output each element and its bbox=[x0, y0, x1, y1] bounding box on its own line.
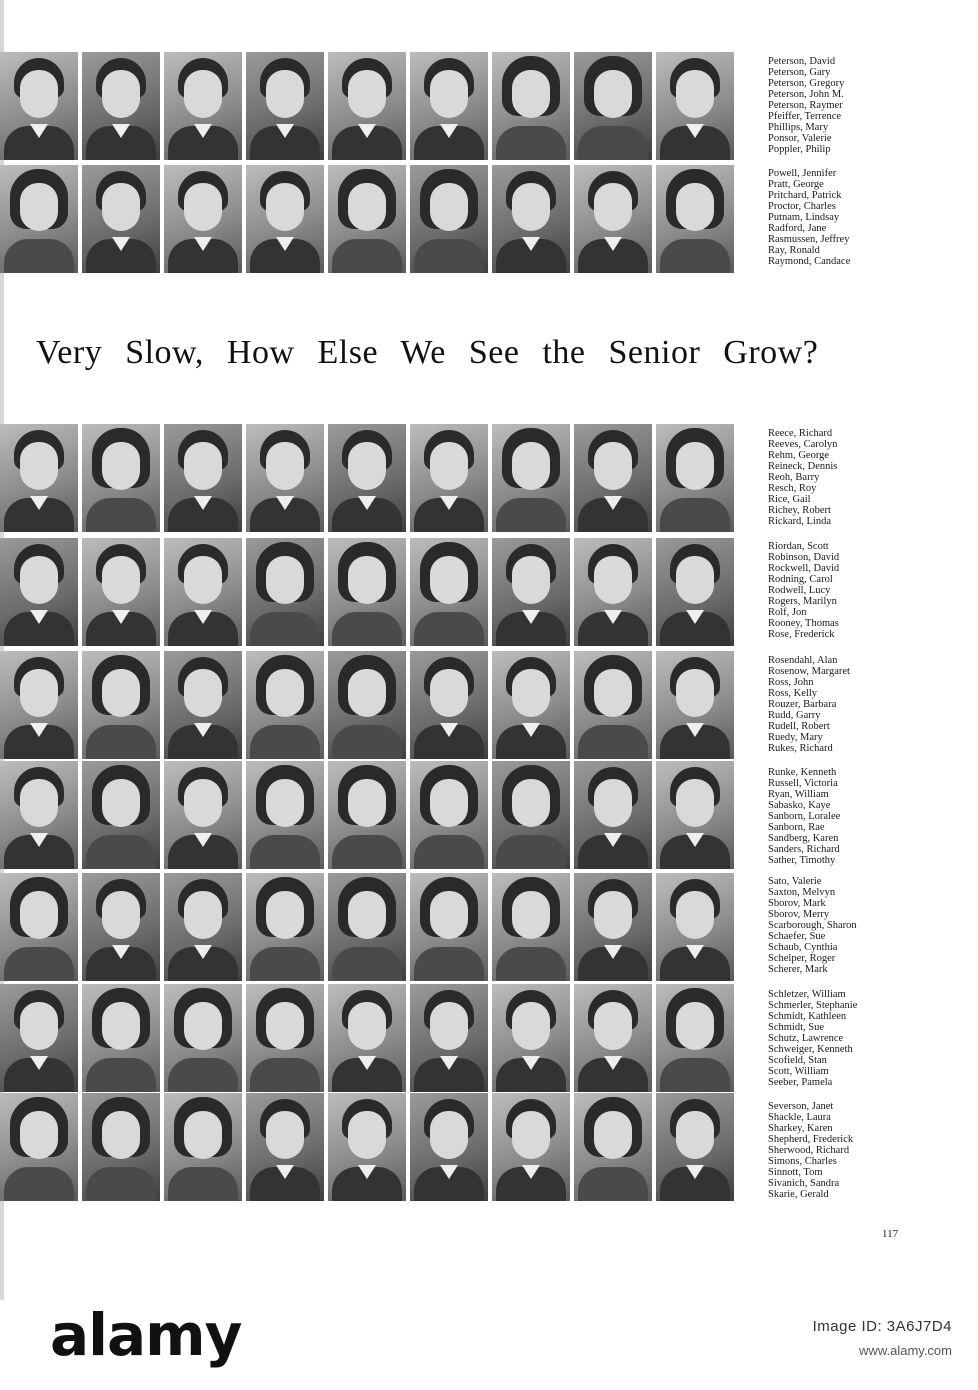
name-list bbox=[768, 655, 850, 754]
name-list bbox=[768, 168, 850, 267]
student-name: Shepherd, Frederick bbox=[768, 1134, 854, 1145]
student-name: Schmerler, Stephanie bbox=[768, 1000, 858, 1011]
student-name: Severson, Janet bbox=[768, 1101, 834, 1112]
portrait bbox=[246, 424, 324, 532]
student-name: Ruedy, Mary bbox=[768, 732, 823, 743]
portrait bbox=[656, 538, 734, 646]
student-name: Pfeiffer, Terrence bbox=[768, 111, 842, 122]
student-name: Schletzer, William bbox=[768, 989, 846, 1000]
portrait bbox=[328, 761, 406, 869]
portrait bbox=[410, 873, 488, 981]
portrait bbox=[82, 52, 160, 160]
student-name: Rogers, Marilyn bbox=[768, 596, 837, 607]
student-name: Richey, Robert bbox=[768, 505, 831, 516]
portrait bbox=[82, 761, 160, 869]
student-name: Powell, Jennifer bbox=[768, 168, 837, 179]
portrait bbox=[0, 165, 78, 273]
student-name: Reoh, Barry bbox=[768, 472, 820, 483]
student-name: Phillips, Mary bbox=[768, 122, 829, 133]
student-name: Scott, William bbox=[768, 1066, 829, 1077]
portrait bbox=[246, 52, 324, 160]
portrait-row bbox=[0, 761, 734, 869]
portrait bbox=[82, 424, 160, 532]
portrait bbox=[492, 424, 570, 532]
student-name: Rickard, Linda bbox=[768, 516, 831, 527]
portrait bbox=[246, 165, 324, 273]
portrait bbox=[656, 165, 734, 273]
name-list bbox=[768, 428, 837, 527]
image-id-label: Image ID: 3A6J7D4 bbox=[812, 1318, 952, 1335]
student-name: Rukes, Richard bbox=[768, 743, 833, 754]
student-name: Peterson, David bbox=[768, 56, 836, 67]
portrait-row bbox=[0, 52, 734, 160]
student-name: Rosendahl, Alan bbox=[768, 655, 838, 666]
student-name: Peterson, Gregory bbox=[768, 78, 845, 89]
portrait bbox=[492, 873, 570, 981]
student-name: Schelper, Roger bbox=[768, 953, 836, 964]
student-name: Schaefer, Sue bbox=[768, 931, 826, 942]
portrait bbox=[164, 873, 242, 981]
student-name: Scofield, Stan bbox=[768, 1055, 827, 1066]
student-name: Putnam, Lindsay bbox=[768, 212, 840, 223]
portrait bbox=[328, 651, 406, 759]
portrait bbox=[656, 52, 734, 160]
portrait bbox=[328, 165, 406, 273]
portrait bbox=[82, 984, 160, 1092]
student-name: Sborov, Merry bbox=[768, 909, 830, 920]
portrait bbox=[492, 165, 570, 273]
portrait bbox=[574, 1093, 652, 1201]
portrait bbox=[492, 984, 570, 1092]
portrait bbox=[164, 651, 242, 759]
student-name: Rooney, Thomas bbox=[768, 618, 839, 629]
student-name: Simons, Charles bbox=[768, 1156, 837, 1167]
portrait bbox=[656, 761, 734, 869]
portrait bbox=[246, 761, 324, 869]
student-name: Rosenow, Margaret bbox=[768, 666, 850, 677]
portrait bbox=[328, 1093, 406, 1201]
student-name: Ryan, William bbox=[768, 789, 829, 800]
portrait bbox=[574, 984, 652, 1092]
portrait bbox=[410, 52, 488, 160]
portrait bbox=[82, 1093, 160, 1201]
student-name: Sivanich, Sandra bbox=[768, 1178, 840, 1189]
student-name: Sanders, Richard bbox=[768, 844, 840, 855]
name-list bbox=[768, 876, 857, 975]
portrait bbox=[0, 984, 78, 1092]
portrait bbox=[574, 651, 652, 759]
portrait bbox=[410, 165, 488, 273]
student-name: Ponsor, Valerie bbox=[768, 133, 832, 144]
student-name: Rolf, Jon bbox=[768, 607, 807, 618]
student-name: Shackle, Laura bbox=[768, 1112, 831, 1123]
student-name: Peterson, Raymer bbox=[768, 100, 843, 111]
student-name: Ross, John bbox=[768, 677, 814, 688]
portrait-row bbox=[0, 538, 734, 646]
student-name: Reineck, Dennis bbox=[768, 461, 838, 472]
portrait bbox=[82, 165, 160, 273]
student-name: Sato, Valerie bbox=[768, 876, 822, 887]
student-name: Sather, Timothy bbox=[768, 855, 836, 866]
portrait bbox=[164, 538, 242, 646]
student-name: Riordan, Scott bbox=[768, 541, 829, 552]
student-name: Peterson, John M. bbox=[768, 89, 844, 100]
watermark-url: www.alamy.com bbox=[859, 1343, 952, 1358]
portrait bbox=[0, 424, 78, 532]
portrait bbox=[82, 873, 160, 981]
portrait bbox=[492, 651, 570, 759]
name-list bbox=[768, 56, 844, 155]
name-list bbox=[768, 541, 839, 640]
page-number: 117 bbox=[882, 1228, 899, 1240]
name-list bbox=[768, 1101, 853, 1200]
student-name: Schutz, Lawrence bbox=[768, 1033, 844, 1044]
student-name: Sborov, Mark bbox=[768, 898, 826, 909]
student-name: Sabasko, Kaye bbox=[768, 800, 831, 811]
portrait bbox=[656, 984, 734, 1092]
student-name: Rudell, Robert bbox=[768, 721, 830, 732]
watermark-info bbox=[813, 1318, 952, 1358]
student-name: Pratt, George bbox=[768, 179, 824, 190]
student-name: Scherer, Mark bbox=[768, 964, 828, 975]
portrait bbox=[246, 1093, 324, 1201]
student-name: Rose, Frederick bbox=[768, 629, 835, 640]
portrait bbox=[0, 538, 78, 646]
portrait bbox=[574, 52, 652, 160]
portrait bbox=[82, 538, 160, 646]
student-name: Robinson, David bbox=[768, 552, 840, 563]
portrait bbox=[492, 761, 570, 869]
portrait bbox=[656, 1093, 734, 1201]
student-name: Saxton, Melvyn bbox=[768, 887, 836, 898]
portrait-row bbox=[0, 873, 734, 981]
portrait bbox=[410, 1093, 488, 1201]
portrait bbox=[0, 761, 78, 869]
portrait-row bbox=[0, 1093, 734, 1201]
student-name: Poppler, Philip bbox=[768, 144, 831, 155]
student-name: Sanborn, Rae bbox=[768, 822, 825, 833]
student-name: Schmidt, Kathleen bbox=[768, 1011, 847, 1022]
portrait bbox=[574, 165, 652, 273]
portrait bbox=[410, 424, 488, 532]
student-name: Seeber, Pamela bbox=[768, 1077, 833, 1088]
portrait bbox=[0, 1093, 78, 1201]
student-name: Ross, Kelly bbox=[768, 688, 818, 699]
portrait bbox=[164, 1093, 242, 1201]
portrait bbox=[328, 424, 406, 532]
portrait bbox=[410, 538, 488, 646]
portrait bbox=[656, 424, 734, 532]
page-heading: Very Slow, How Else We See the Senior Grow? bbox=[36, 334, 819, 371]
portrait bbox=[492, 1093, 570, 1201]
student-name: Sanborn, Loralee bbox=[768, 811, 841, 822]
student-name: Rodning, Carol bbox=[768, 574, 833, 585]
portrait bbox=[246, 538, 324, 646]
student-name: Rehm, George bbox=[768, 450, 830, 461]
portrait bbox=[328, 538, 406, 646]
portrait bbox=[164, 761, 242, 869]
student-name: Resch, Roy bbox=[768, 483, 817, 494]
portrait bbox=[328, 873, 406, 981]
portrait bbox=[328, 52, 406, 160]
student-name: Sharkey, Karen bbox=[768, 1123, 833, 1134]
student-name: Raymond, Candace bbox=[768, 256, 851, 267]
portrait-row bbox=[0, 651, 734, 759]
portrait bbox=[246, 984, 324, 1092]
student-name: Sinnott, Tom bbox=[768, 1167, 823, 1178]
student-name: Rodwell, Lucy bbox=[768, 585, 831, 596]
portrait bbox=[164, 424, 242, 532]
student-name: Pritchard, Patrick bbox=[768, 190, 842, 201]
student-name: Runke, Kenneth bbox=[768, 767, 837, 778]
student-name: Schmidt, Sue bbox=[768, 1022, 825, 1033]
name-list bbox=[768, 989, 857, 1088]
portrait bbox=[574, 873, 652, 981]
student-name: Rouzer, Barbara bbox=[768, 699, 837, 710]
watermark-logo: alamy bbox=[50, 1301, 242, 1369]
student-name: Rice, Gail bbox=[768, 494, 811, 505]
student-name: Schaub, Cynthia bbox=[768, 942, 838, 953]
student-name: Scarborough, Sharon bbox=[768, 920, 857, 931]
portrait bbox=[492, 538, 570, 646]
portrait bbox=[492, 52, 570, 160]
student-name: Sherwood, Richard bbox=[768, 1145, 850, 1156]
student-name: Skarie, Gerald bbox=[768, 1189, 829, 1200]
portrait-row bbox=[0, 424, 734, 532]
portrait bbox=[656, 651, 734, 759]
portrait bbox=[0, 873, 78, 981]
student-name: Ray, Ronald bbox=[768, 245, 820, 256]
portrait bbox=[0, 651, 78, 759]
portrait bbox=[246, 651, 324, 759]
portrait bbox=[574, 761, 652, 869]
student-name: Reeves, Carolyn bbox=[768, 439, 838, 450]
student-name: Russell, Victoria bbox=[768, 778, 838, 789]
student-name: Rasmussen, Jeffrey bbox=[768, 234, 850, 245]
portrait bbox=[574, 538, 652, 646]
portrait bbox=[328, 984, 406, 1092]
portrait bbox=[164, 52, 242, 160]
student-name: Schweiger, Kenneth bbox=[768, 1044, 853, 1055]
portrait bbox=[0, 52, 78, 160]
student-name: Peterson, Gary bbox=[768, 67, 831, 78]
student-name: Reece, Richard bbox=[768, 428, 833, 439]
portrait bbox=[164, 984, 242, 1092]
portrait bbox=[574, 424, 652, 532]
portrait bbox=[410, 761, 488, 869]
portrait bbox=[82, 651, 160, 759]
student-name: Rockwell, David bbox=[768, 563, 840, 574]
portrait bbox=[410, 651, 488, 759]
student-name: Rudd, Garry bbox=[768, 710, 821, 721]
student-name: Sandberg, Karen bbox=[768, 833, 839, 844]
name-list bbox=[768, 767, 840, 866]
portrait bbox=[246, 873, 324, 981]
portrait bbox=[410, 984, 488, 1092]
student-name: Radford, Jane bbox=[768, 223, 827, 234]
portrait-row bbox=[0, 165, 734, 273]
portrait bbox=[656, 873, 734, 981]
portrait-row bbox=[0, 984, 734, 1092]
student-name: Proctor, Charles bbox=[768, 201, 836, 212]
portrait bbox=[164, 165, 242, 273]
